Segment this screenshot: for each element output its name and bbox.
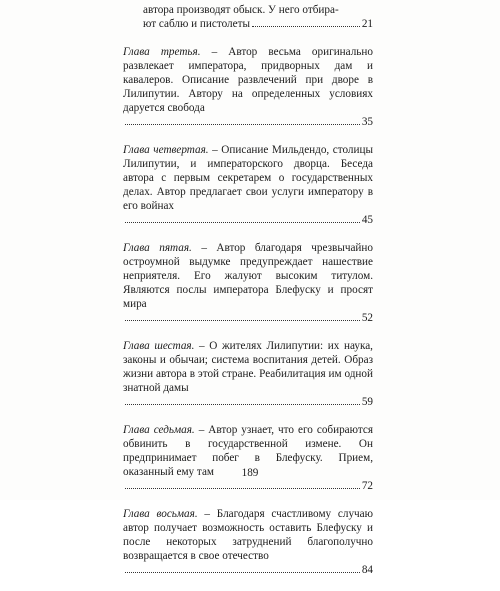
page-number: 35 — [361, 116, 373, 128]
leader-dots — [125, 572, 360, 573]
toc-entry-last-line — [123, 311, 373, 325]
toc-entry-text — [123, 45, 373, 115]
page-number: 59 — [361, 396, 373, 408]
chapter-summary: – Описание Мильдендо, столицы Лилипутии, и императорского дворца. Беседа автора с первым секретарем о государственных делах. Автор предлагает свои услуги императору в его войнах — [123, 144, 373, 212]
toc-entry-last-line — [123, 115, 373, 129]
chapter-title: Глава восьмая. — [123, 508, 198, 520]
toc-entry-last-line — [123, 17, 373, 31]
toc-entry — [123, 423, 373, 493]
toc-entry-last-line — [123, 395, 373, 409]
toc-entry-text-end: ют саблю и пистолеты — [143, 18, 250, 30]
chapter-summary: – Благодаря счастливому случаю автор получает возможность оставить Блефуску и после некоторых затруднений благополучно возвращается в свое отечество — [123, 508, 373, 562]
toc-entry-text: автора производят обыск. У него отбира- — [143, 4, 339, 16]
page-number: 72 — [361, 480, 373, 492]
chapter-title: Глава третья. — [123, 46, 201, 58]
chapter-title: Глава шестая. — [123, 340, 195, 352]
toc-entry — [123, 45, 373, 129]
toc-entry-last-line — [123, 563, 373, 577]
toc-entry — [123, 339, 373, 409]
leader-dots — [125, 404, 360, 405]
page-number: 52 — [361, 312, 373, 324]
chapter-title: Глава седьмая. — [123, 424, 195, 436]
toc-entry — [123, 241, 373, 325]
toc-entry-text — [123, 241, 373, 311]
page-folio: 189 — [241, 467, 259, 479]
chapter-title: Глава четвертая. — [123, 144, 209, 156]
leader-dots — [252, 26, 360, 27]
page-number: 21 — [361, 18, 373, 30]
toc-entry-text — [123, 143, 373, 213]
chapter-summary: – Автор весьма оригинально развлекает императора, придворных дам и кавалеров. Описание развлечений при дворе в Лилипутии. Автору на определенных условиях даруется свобода — [123, 46, 373, 114]
toc-entry — [123, 507, 373, 577]
leader-dots — [125, 124, 360, 125]
toc-entry-last-line — [123, 479, 373, 493]
table-of-contents — [123, 3, 373, 591]
chapter-summary: – Автор благодаря чрезвычайно остроумной выдумке предупреждает нашествие неприятеля. Его жалуют высоким титулом. Являются послы императора Блефуску и просят мира — [123, 242, 374, 310]
page-number: 45 — [361, 214, 373, 226]
chapter-title: Глава пятая. — [123, 242, 192, 254]
leader-dots — [125, 320, 360, 321]
leader-dots — [125, 222, 360, 223]
leader-dots — [125, 488, 360, 489]
toc-entry-text — [123, 339, 373, 395]
toc-entry-text — [123, 507, 373, 563]
toc-entry-last-line — [123, 213, 373, 227]
toc-entry — [123, 3, 373, 31]
toc-entry — [123, 143, 373, 227]
chapter-summary: – О жителях Лилипутии: их наука, законы и обычаи; система воспитания детей. Образ жизни автора в этой стране. Реабилитация им одной знатной дамы — [123, 340, 373, 394]
chapter-summary: – Автор узнает, что его собираются обвинить в государственной измене. Он предпринимает побег в Блефуску. Прием, оказанный ему там — [123, 424, 373, 478]
page-number: 84 — [361, 564, 373, 576]
